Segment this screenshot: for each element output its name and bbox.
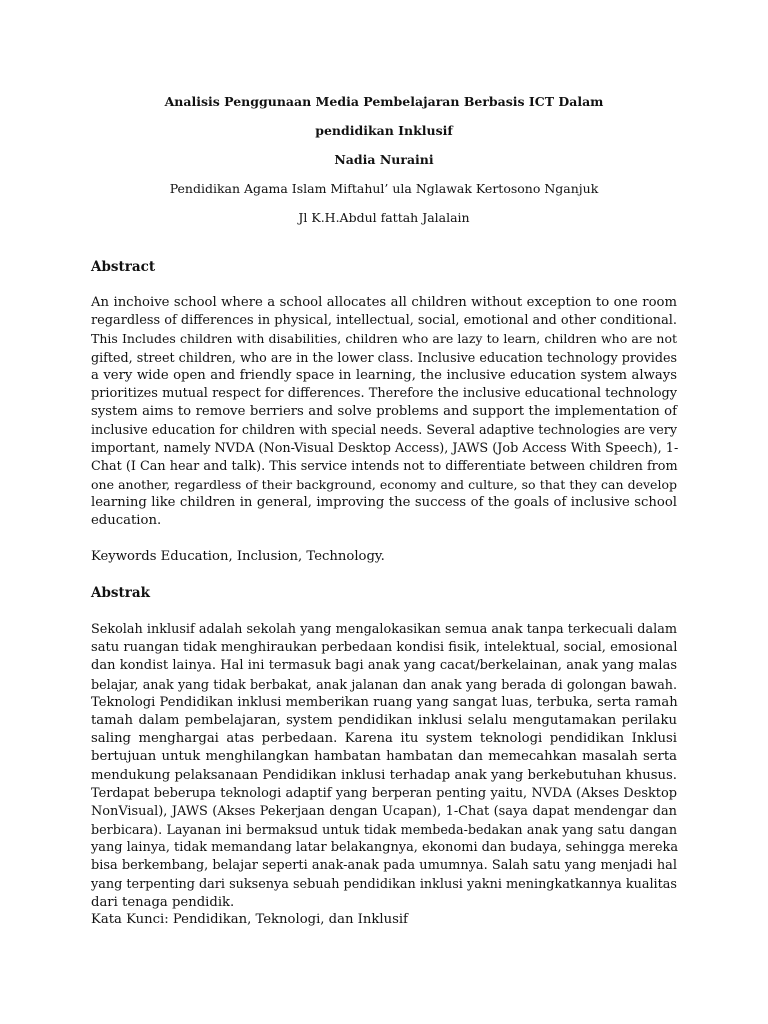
abstrak-line: belajar, anak yang tidak berbakat, anak jalanan dan anak yang berada di golongan bawah. [91,676,677,692]
abstract-line: system aims to remove berriers and solve problems and support the implementation of [91,404,677,420]
author-address: Jl K.H.Abdul fattah Jalalain [298,210,470,225]
abstrak-line: berbicara). Layanan ini bermaksud untuk tidak membeda-bedakan anak yang satu dangan [91,822,677,838]
abstract-line: education. [91,513,162,529]
keywords-indonesian: Kata Kunci: Pendidikan, Teknologi, dan Inklusif [91,912,408,927]
paper-title-line-1: Analisis Penggunaan Media Pembelajaran Berbasis ICT Dalam [164,94,604,109]
author-affiliation: Pendidikan Agama Islam Miftahul’ ula Nglawak Kertosono Nganjuk [169,181,599,196]
abstrak-line: tamah dalam pembelajaran, system pendidikan inklusi selalu mengutamakan perilaku [91,712,677,728]
paper-title-line-2: pendidikan Inklusif [315,123,453,138]
abstract-indonesian-paragraph [91,621,677,912]
abstrak-line: Terdapat beberupa teknologi adaptif yang berperan penting yaitu, NVDA (Akses Desktop [91,785,677,801]
abstract-english-paragraph [91,294,677,530]
abstract-heading: Abstract [91,259,156,275]
abstract-line: gifted, street children, who are in the lower class. Inclusive education technology provides [91,349,677,365]
keywords-english: Keywords Education, Inclusion, Technology. [91,549,385,564]
abstrak-line: yang lainya, tidak memandang latar belakangnya, ekonomi dan budaya, sehingga mereka [91,840,679,856]
abstract-line: This Includes children with disabilities, children who are lazy to learn, children who are not [91,331,677,347]
abstrak-line: bisa berkembang, belajar seperti anak-anak pada umumnya. Salah satu yang menjadi hal [91,858,677,874]
abstrak-line: dari tenaga pendidik. [91,894,235,910]
abstract-line: learning like children in general, improving the success of the goals of inclusive school [91,495,677,511]
abstrak-heading: Abstrak [91,585,150,601]
abstract-line: prioritizes mutual respect for differences. Therefore the inclusive educational technology [91,385,677,401]
author-name: Nadia Nuraini [334,152,434,167]
abstract-line: inclusive education for children with special needs. Several adaptive technologies are very [91,422,677,438]
abstrak-line: NonVisual), JAWS (Akses Pekerjaan dengan Ucapan), 1-Chat (saya dapat mendengar dan [91,803,677,819]
abstract-line: one another, regardless of their background, economy and culture, so that they can develop [91,476,677,492]
abstract-line: important, namely NVDA (Non-Visual Desktop Access), JAWS (Job Access With Speech), 1- [91,440,679,456]
abstract-line: Chat (I Can hear and talk). This service intends not to differentiate between children from [91,458,678,474]
abstrak-line: Teknologi Pendidikan inklusi memberikan ruang yang sangat luas, terbuka, serta ramah [91,694,678,710]
abstrak-line: dan kondist lainya. Hal ini termasuk bagi anak yang cacat/berkelainan, anak yang malas [91,658,677,674]
abstrak-line: satu ruangan tidak menghiraukan perbedaan kondisi fisik, intelektual, social, emosional [91,640,678,656]
abstract-line: a very wide open and friendly space in learning, the inclusive education system always [91,367,677,383]
abstrak-line: saling menghargai atas perbedaan. Karena itu system teknologi pendidikan Inklusi [91,731,677,747]
abstrak-line: mendukung pelaksanaan Pendidikan inklusi terhadap anak yang berkebutuhan khusus. [91,767,677,783]
abstrak-line: bertujuan untuk menghilangkan hambatan hambatan dan memecahkan masalah serta [91,749,677,765]
abstrak-line: yang terpenting dari suksenya sebuah pendidikan inklusi yakni meningkatkannya kualitas [91,876,677,892]
abstract-line: regardless of differences in physical, intellectual, social, emotional and other conditional. [91,313,677,329]
abstrak-line: Sekolah inklusif adalah sekolah yang mengalokasikan semua anak tanpa terkecuali dalam [91,622,677,637]
abstract-line: An inchoive school where a school allocates all children without exception to one room [91,295,677,310]
